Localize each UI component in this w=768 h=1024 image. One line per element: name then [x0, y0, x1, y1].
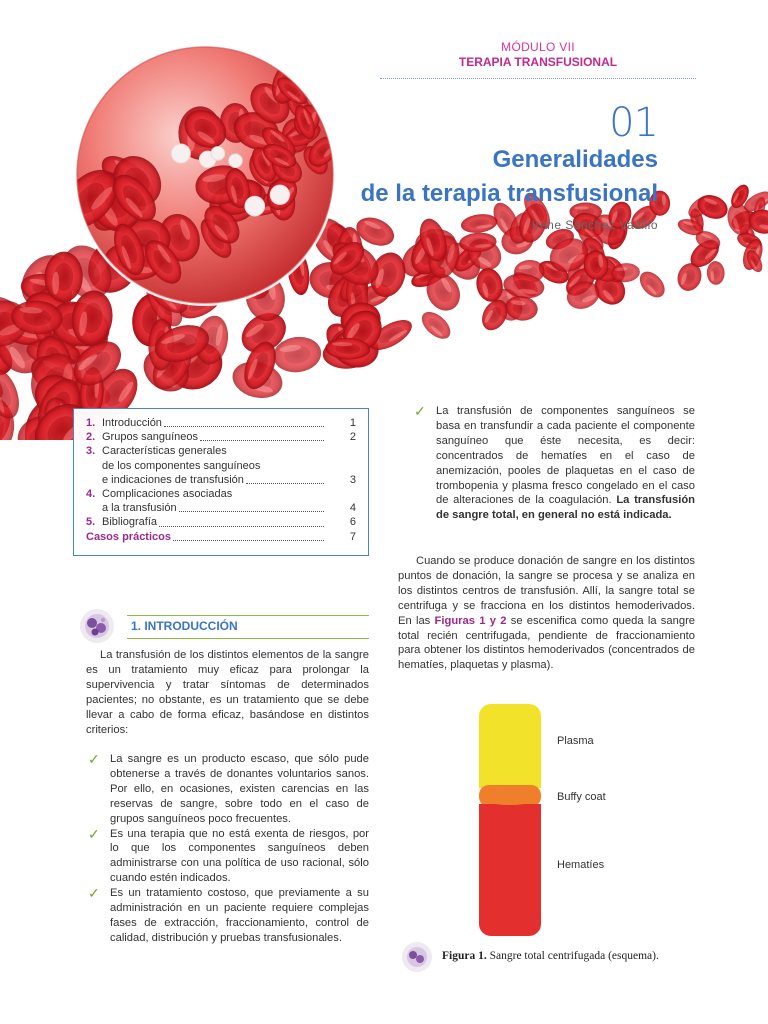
toc-item[interactable] [86, 444, 356, 458]
caption-text [442, 950, 659, 962]
hematies-label: Hematíes [557, 859, 605, 871]
toc-item-continued [86, 459, 356, 473]
blood-tube-diagram [470, 700, 550, 946]
heading-rule-top [127, 615, 369, 616]
component-list [412, 404, 695, 523]
toc-label: Características generales [102, 445, 227, 458]
paragraph-text: se escenifica como queda la sangre total recién centrifugada, pendiente de fraccionamiento para obtener los distintos hemoderivados (concentrados de hematíes, plaquetas y plasma). [398, 614, 696, 672]
toc-page: 3 [349, 473, 356, 486]
toc-item[interactable] [86, 416, 356, 430]
toc-number: 3. [86, 445, 96, 458]
toc-number: 4. [86, 488, 96, 501]
list-item [412, 404, 695, 523]
toc-item-continued [86, 501, 356, 515]
list-item [86, 752, 369, 827]
caption-label: Figura 1. [442, 950, 487, 962]
toc-item[interactable] [86, 487, 356, 501]
intro-paragraph: La transfusión de los distintos elementos de la sangre es un tratamiento muy eficaz para prolongar la supervivencia y tratar síntomas de determinados pacientes; no obstante, es un tratamiento que se debe llevar a cabo de forma eficaz, basándose en distintos criterios: [86, 649, 369, 736]
toc-leader [173, 540, 324, 541]
figure-caption [398, 940, 698, 974]
toc-label: de los componentes sanguíneos [102, 459, 261, 472]
white-blood-cell [270, 185, 289, 204]
red-blood-cell [308, 67, 342, 86]
checkmark-icon: ✓ [88, 825, 100, 842]
list-item-text: Es una terapia que no está exenta de riesgos, por lo que los componentes sanguíneos deben administrarse con una política de uso racional, sólo cuando estén indicados. [110, 827, 369, 885]
toc-item-continued [86, 473, 356, 487]
toc-label: e indicaciones de transfusión [102, 473, 244, 486]
toc-number: 1. [86, 417, 96, 429]
toc-item[interactable] [86, 430, 356, 444]
caption-description: Sangre total centrifugada (esquema). [489, 950, 659, 962]
toc-page: 6 [349, 516, 356, 529]
red-blood-cell [311, 52, 349, 84]
white-blood-cell [245, 196, 265, 216]
red-blood-cell [417, 307, 455, 344]
toc-label: Casos prácticos [86, 530, 171, 543]
white-blood-cell [211, 147, 225, 161]
toc-item[interactable] [86, 515, 356, 529]
toc-label: Grupos sanguíneos [102, 431, 199, 444]
toc-leader [179, 511, 324, 512]
section-title: 1. INTRODUCCIÓN [131, 619, 238, 633]
toc-label: a la transfusión [102, 502, 177, 515]
toc-label: Introducción [102, 417, 162, 429]
checkmark-icon: ✓ [414, 403, 426, 419]
processing-paragraph [398, 554, 695, 673]
checkmark-icon: ✓ [88, 885, 100, 902]
toc-item[interactable] [86, 530, 356, 544]
plasma-layer [479, 704, 541, 788]
toc-number: 2. [86, 431, 96, 444]
red-blood-cell [635, 267, 670, 302]
chapter-title-line1: Generalidades [492, 146, 658, 173]
buffy-coat-label: Buffy coat [557, 791, 606, 803]
white-blood-cell [171, 144, 190, 163]
table-of-contents [73, 408, 369, 556]
toc-page: 2 [349, 431, 356, 444]
module-title: TERAPIA TRANSFUSIONAL [458, 55, 618, 69]
toc-page: 4 [349, 502, 356, 515]
red-blood-cell [706, 261, 725, 285]
toc-leader [164, 426, 324, 427]
toc-page: 7 [349, 530, 356, 543]
module-header [380, 40, 696, 79]
list-item [86, 827, 369, 887]
cell-icon [400, 940, 434, 974]
toc-leader [246, 483, 324, 484]
plasma-label: Plasma [557, 735, 594, 747]
author-name: Irene Sánchez Vadillo [531, 218, 658, 232]
checkmark-icon: ✓ [88, 751, 100, 767]
list-item-text: La sangre es un producto escaso, que sólo pude obtenerse a través de donantes voluntarios sanos. Por ello, en ocasiones, existen carencias en las reservas de sangre, sobre todo en el caso de grupos sanguíneos poco frecuentes. [110, 753, 369, 825]
red-blood-cell [460, 212, 499, 235]
toc-page: 1 [349, 417, 356, 429]
cell-icon [73, 606, 121, 646]
toc-number: 5. [86, 516, 96, 529]
white-blood-cell [229, 154, 243, 168]
header-divider [380, 78, 696, 79]
hematies-layer [479, 804, 541, 936]
list-item-text: Es un tratamiento costoso, que previamente a su administración en un paciente requiere complejas fases de extracción, fraccionamiento, control de calidad, distribución y pruebas transfusionales. [110, 887, 369, 944]
centrifuged-blood-figure [470, 700, 730, 946]
list-item-bold-text: La transfusión de sangre total, en general no está indicada. [436, 494, 695, 522]
list-item-text: La transfusión de componentes sanguíneos se basa en transfundir a cada paciente el componente sanguíneo que éste necesita, es decir: concentrados de hematíes en el caso de anemización, pooles de plaquetas en el caso de trombopenia y plasma fresco congelado en el caso de alteraciones de la coagulación. [436, 405, 695, 507]
chapter-title-line2: de la terapia transfusional [360, 180, 658, 207]
list-item [86, 886, 369, 946]
paragraph-text: Cuando se produce donación de sangre en los distintos puntos de donación, la sangre se procesa y se analiza en los distintos centros de transfusión. Allí, la sangre total se centrifuga y se fracciona en los distintos hemoderivados. En las [398, 555, 695, 627]
module-label: MÓDULO VII [501, 40, 575, 54]
section-heading [73, 604, 369, 644]
toc-leader [200, 440, 324, 441]
toc-label: Bibliografía [102, 516, 158, 529]
toc-label: Complicaciones asociadas [102, 488, 233, 501]
chapter-number: 01 [609, 100, 658, 146]
heading-rule-bottom [127, 638, 369, 639]
figure-reference-link[interactable]: Figuras 1 y 2 [434, 614, 507, 627]
criteria-list [86, 752, 369, 946]
toc-leader [159, 526, 324, 527]
